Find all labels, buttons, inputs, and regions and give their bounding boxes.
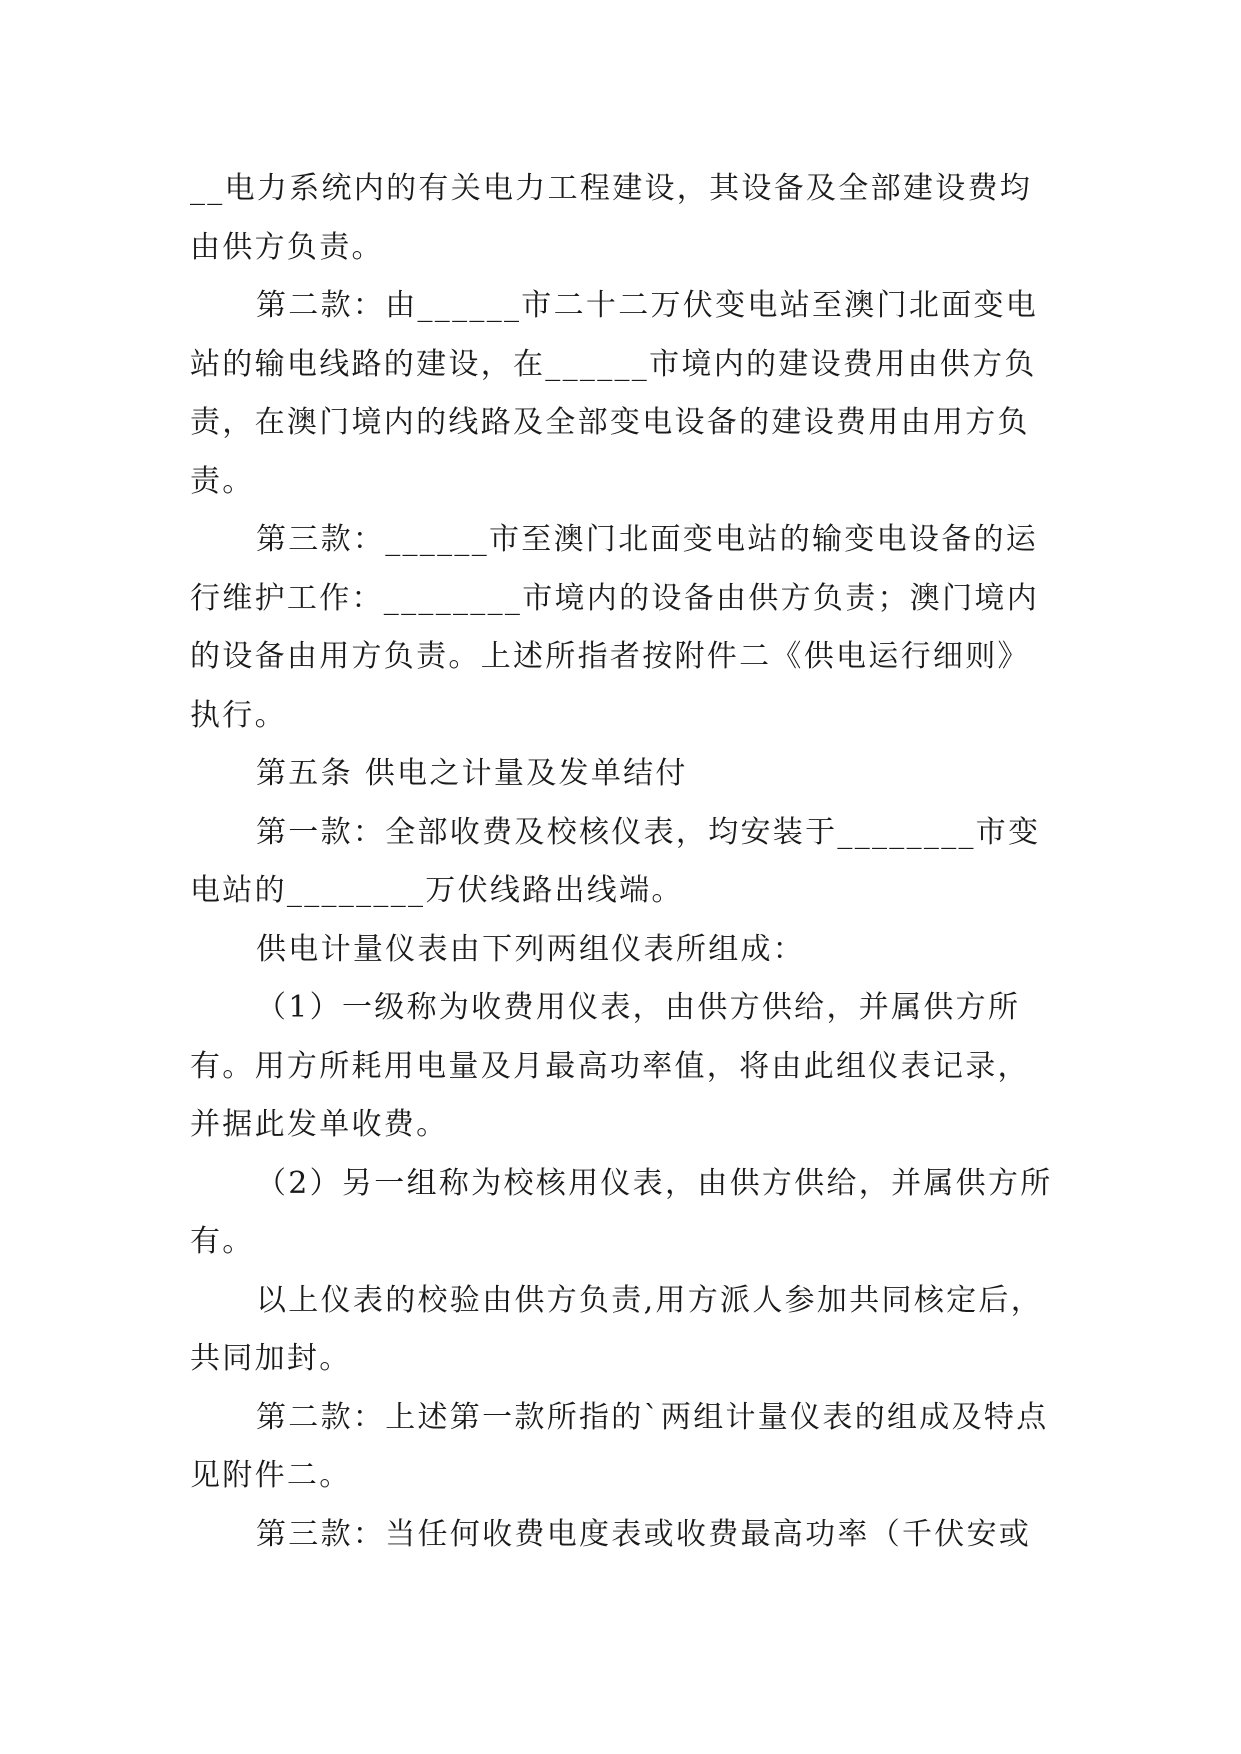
paragraph-clause-3b: 第三款：当任何收费电度表或收费最高功率（千伏安或: [256, 1516, 1032, 1552]
paragraph-item-1: （1）一级称为收费用仪表，由供方供给，并属供方所有。用方所耗用电量及月最高功率值，将由此组仪表记录，并据此发单收费。: [190, 990, 1030, 1142]
paragraph-clause-3: 第三款：______市至澳门北面变电站的输变电设备的运行维护工作：________市境内的设备由供方负责；澳门境内的设备由用方负责。上述所指者按附件二《供电运行细则》执行。: [190, 522, 1039, 733]
paragraph-meter-groups: 供电计量仪表由下列两组仪表所组成：: [256, 931, 806, 967]
paragraph-item-2: （2）另一组称为校核用仪表，由供方供给，并属供方所有。: [190, 1165, 1053, 1259]
paragraph-clause-2b: 第二款：上述第一款所指的`两组计量仪表的组成及特点见附件二。: [190, 1399, 1049, 1493]
document-body: [190, 160, 1060, 1564]
paragraph-clause-1: 第一款：全部收费及校核仪表，均安装于________市变电站的________万伏线路出线端。: [190, 814, 1041, 908]
paragraph-calibration: 以上仪表的校验由供方负责,用方派人参加共同核定后，共同加封。: [190, 1282, 1044, 1376]
paragraph-clause-2: 第二款：由______市二十二万伏变电站至澳门北面变电站的输电线路的建设，在______市境内的建设费用由供方负责，在澳门境内的线路及全部变电设备的建设费用由用方负责。: [190, 288, 1039, 499]
article-5-heading: 第五条 供电之计量及发单结付: [256, 756, 688, 791]
paragraph-continuation: __电力系统内的有关电力工程建设，其设备及全部建设费均由供方负责。: [190, 171, 1033, 265]
